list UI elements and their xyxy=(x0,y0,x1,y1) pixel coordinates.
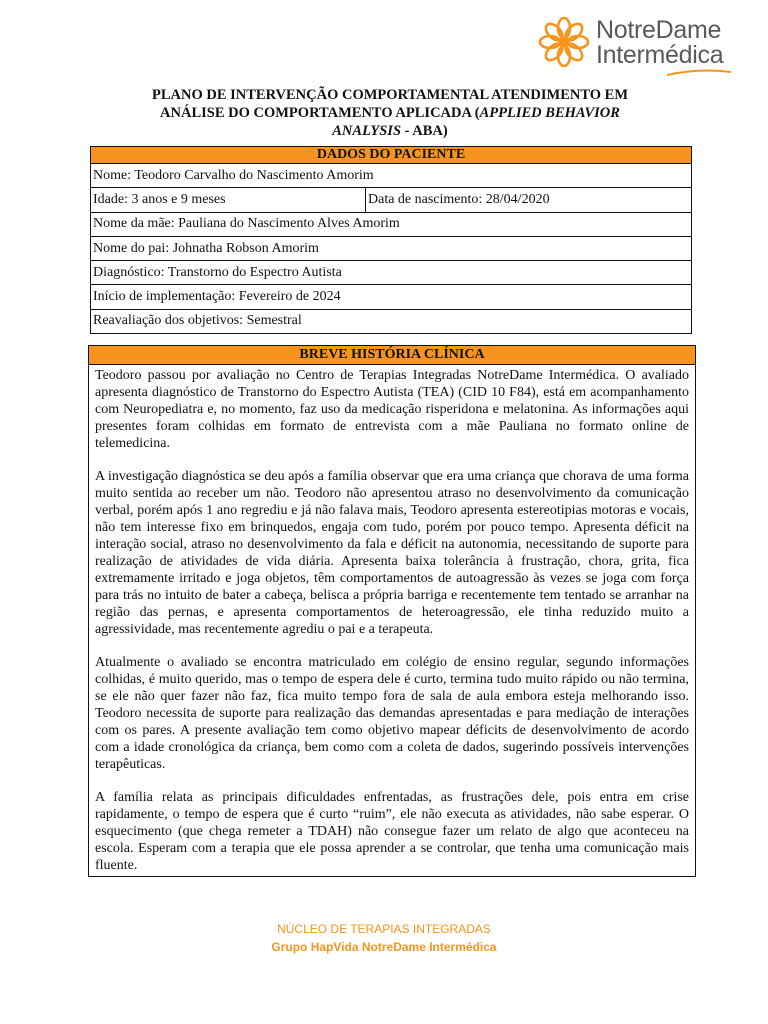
patient-data-table xyxy=(90,146,692,334)
title-line-1: PLANO DE INTERVENÇÃO COMPORTAMENTAL ATENDIMENTO EM xyxy=(151,87,629,103)
logo-swoosh-icon xyxy=(666,68,732,76)
footer-line-1: NÚCLEO DE TERAPIAS INTEGRADAS xyxy=(277,922,491,936)
mother-name: Nome da mãe: Pauliana do Nascimento Alves Amorim xyxy=(91,212,692,236)
history-paragraph-1: Teodoro passou por avaliação no Centro de Terapias Integradas NotreDame Intermédica. O avaliado apresenta diagnóstico de Transtorno do Espectro Autista (TEA) (CID 10 F84), está em acompanhamento com Neuropediatra e, no momento, faz uso da medicação risperidona e melatonina. As informações aqui presentes foram colhidas em formato de entrevista com a mãe Pauliana no formato online de telemedicina. xyxy=(95,368,689,451)
logo-text-intermedica: Intermédica xyxy=(596,41,724,69)
company-logo xyxy=(538,14,738,76)
implementation-start: Início de implementação: Fevereiro de 2024 xyxy=(91,285,692,309)
clinical-history-section xyxy=(88,345,696,877)
title-line-3: ANALYSIS - ABA) xyxy=(332,123,448,139)
diagnosis: Diagnóstico: Transtorno do Espectro Autista xyxy=(91,261,692,285)
clinical-history-header: BREVE HISTÓRIA CLÍNICA xyxy=(89,346,695,365)
patient-age: Idade: 3 anos e 9 meses xyxy=(91,188,366,212)
history-paragraph-4: A família relata as principais dificuldades enfrentadas, as frustrações dele, pois entra em crise rapidamente, o tempo de espera que é curto “ruim”, ele não executa as atividades, não sabe esperar. O esquecimento (que chega remeter a TDAH) não consegue fazer um relato de algo que aconteceu na escola. Esperam com a terapia que ele possa aprender a se controlar, que tenha uma comunicação mais fluente. xyxy=(95,790,689,873)
patient-name: Nome: Teodoro Carvalho do Nascimento Amorim xyxy=(91,164,692,188)
history-paragraph-3: Atualmente o avaliado se encontra matriculado em colégio de ensino regular, segundo informações colhidas, é muito querido, mas o tempo de espera dele é curto, termina tudo muito rápido ou não termina, se ele não quer fazer não faz, fica muito tempo fora de sala de aula embora esteja melhorando isso. Teodoro necessita de suporte para realização das demandas apresentadas e para mediação de interações com os pares. A presente avaliação tem como objetivo mapear déficits de desenvolvimento de acordo com a idade cronológica da criança, bem como com a coleta de dados, sugerindo possíveis intervenções terapêuticas. xyxy=(95,655,689,772)
patient-birth-date: Data de nascimento: 28/04/2020 xyxy=(366,188,692,212)
father-name: Nome do pai: Johnatha Robson Amorim xyxy=(91,236,692,260)
logo-text-notredame: NotreDame xyxy=(596,16,722,44)
clinical-history-body xyxy=(89,365,695,876)
flower-logo-icon xyxy=(538,16,590,68)
history-paragraph-2: A investigação diagnóstica se deu após a família observar que era uma criança que chorava de uma forma muito sentida ao receber um não. Teodoro não apresentou atraso no desenvolvimento da comunicação verbal, porém após 1 ano regrediu e já não falava mais, Teodoro apresenta estereotipias motoras e vocais, não tem interesse fixo em brinquedos, engaja com tudo, porém por pouco tempo. Apresenta déficit na interação social, atraso no desenvolvimento da fala e déficit na autonomia, necessitando de suporte para realização de atividades de vida diária. Apresenta baixa tolerância à frustração, chora, grita, fica extremamente irritado e joga objetos, têm comportamentos de autoagressão às vezes se joga com força para trás no intuito de bater a cabeça, belisca a própria barriga e recentemente tem tentado se arranhar na região das pernas, e apresenta comportamentos de heteroagressão, ele tinha reduzido muito a agressividade, mas recentemente agrediu o pai e a terapeuta. xyxy=(95,469,689,637)
title-line-2: ANÁLISE DO COMPORTAMENTO APLICADA (APPLIED BEHAVIOR xyxy=(160,105,620,121)
document-title xyxy=(120,86,660,140)
footer-line-2: Grupo HapVida NotreDame Intermédica xyxy=(271,940,497,954)
objectives-reevaluation: Reavaliação dos objetivos: Semestral xyxy=(91,309,692,333)
patient-data-header: DADOS DO PACIENTE xyxy=(91,147,692,164)
